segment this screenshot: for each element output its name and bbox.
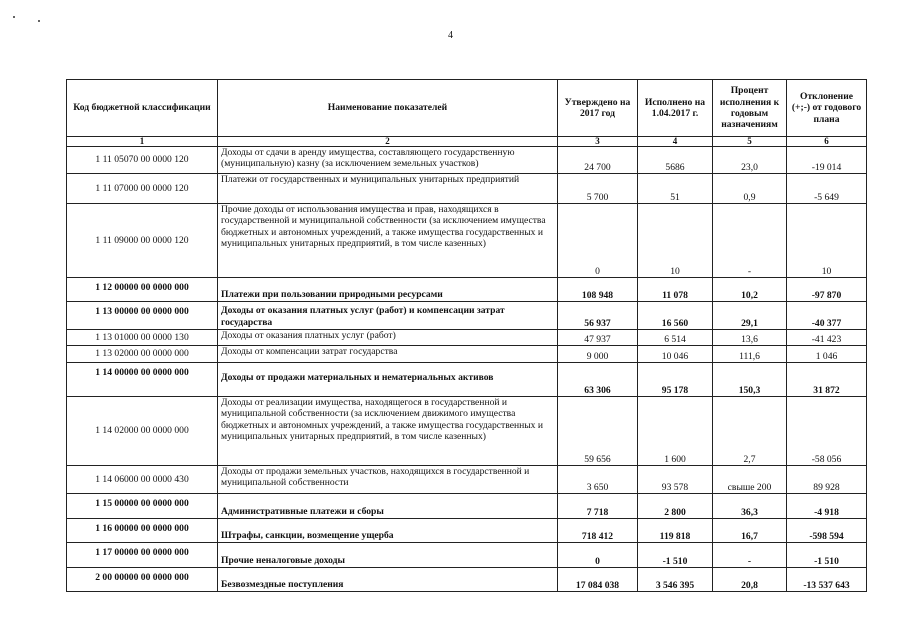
header-row (67, 80, 867, 137)
approved-value: 3 650 (558, 466, 638, 494)
table-row (67, 543, 867, 568)
percent-value: 150,3 (713, 363, 787, 397)
approved-value: 108 948 (558, 278, 638, 302)
table-row (67, 302, 867, 330)
deviation-value: -5 649 (787, 174, 867, 204)
table-row (67, 363, 867, 397)
executed-value: 2 800 (638, 494, 713, 519)
header-code: Код бюджетной классификации (67, 80, 218, 137)
approved-value: 59 656 (558, 397, 638, 466)
table-row (67, 494, 867, 519)
indicator-name: Доходы от оказания платных услуг (работ) (218, 330, 558, 346)
table-row (67, 330, 867, 346)
budget-code: 1 14 06000 00 0000 430 (67, 466, 218, 494)
budget-code: 2 00 00000 00 0000 000 (67, 568, 218, 592)
indicator-name: Безвозмездные поступления (218, 568, 558, 592)
deviation-value: -41 423 (787, 330, 867, 346)
deviation-value: -598 594 (787, 519, 867, 543)
budget-code: 1 14 00000 00 0000 000 (67, 363, 218, 397)
percent-value: 2,7 (713, 397, 787, 466)
percent-value: - (713, 204, 787, 278)
column-number: 1 (67, 137, 218, 147)
indicator-name: Доходы от продажи земельных участков, находящихся в государственной и муниципальной собственности (218, 466, 558, 494)
percent-value: 13,6 (713, 330, 787, 346)
deviation-value: -40 377 (787, 302, 867, 330)
header-percent: Процент исполнения к годовым назначениям (713, 80, 787, 137)
budget-code: 1 14 02000 00 0000 000 (67, 397, 218, 466)
indicator-name: Доходы от сдачи в аренду имущества, составляющего государственную (муниципальную) казну (за исключением земельных участков) (218, 147, 558, 174)
budget-code: 1 12 00000 00 0000 000 (67, 278, 218, 302)
column-number: 6 (787, 137, 867, 147)
approved-value: 56 937 (558, 302, 638, 330)
approved-value: 17 084 038 (558, 568, 638, 592)
budget-code: 1 17 00000 00 0000 000 (67, 543, 218, 568)
executed-value: 5686 (638, 147, 713, 174)
budget-code: 1 11 07000 00 0000 120 (67, 174, 218, 204)
table-row (67, 397, 867, 466)
deviation-value: -97 870 (787, 278, 867, 302)
indicator-name: Прочие доходы от использования имущества и прав, находящихся в государственной и муниципальной собственности (за исключением имущества бюджетных и автономных учреждений, а также имущества государственных и муниципальных унитарных предприятий, в том числе казенных) (218, 204, 558, 278)
percent-value: 10,2 (713, 278, 787, 302)
approved-value: 0 (558, 204, 638, 278)
indicator-name: Штрафы, санкции, возмещение ущерба (218, 519, 558, 543)
executed-value: 10 (638, 204, 713, 278)
percent-value: 0,9 (713, 174, 787, 204)
approved-value: 24 700 (558, 147, 638, 174)
executed-value: 51 (638, 174, 713, 204)
table-row (67, 147, 867, 174)
indicator-name: Доходы от компенсации затрат государства (218, 346, 558, 363)
indicator-name: Доходы от продажи материальных и нематериальных активов (218, 363, 558, 397)
deviation-value: 31 872 (787, 363, 867, 397)
approved-value: 9 000 (558, 346, 638, 363)
executed-value: 1 600 (638, 397, 713, 466)
percent-value: - (713, 543, 787, 568)
percent-value: 111,6 (713, 346, 787, 363)
approved-value: 63 306 (558, 363, 638, 397)
scan-speck (38, 20, 40, 22)
percent-value: 36,3 (713, 494, 787, 519)
approved-value: 7 718 (558, 494, 638, 519)
table-row (67, 278, 867, 302)
column-number: 2 (218, 137, 558, 147)
percent-value: 23,0 (713, 147, 787, 174)
header-name: Наименование показателей (218, 80, 558, 137)
deviation-value: -19 014 (787, 147, 867, 174)
budget-code: 1 13 01000 00 0000 130 (67, 330, 218, 346)
budget-code: 1 13 00000 00 0000 000 (67, 302, 218, 330)
approved-value: 47 937 (558, 330, 638, 346)
header-deviation: Отклонение (+;-) от годового плана (787, 80, 867, 137)
table-row (67, 466, 867, 494)
column-number: 3 (558, 137, 638, 147)
indicator-name: Доходы от оказания платных услуг (работ) и компенсации затрат государства (218, 302, 558, 330)
deviation-value: -4 918 (787, 494, 867, 519)
budget-code: 1 11 05070 00 0000 120 (67, 147, 218, 174)
executed-value: 10 046 (638, 346, 713, 363)
table-row (67, 568, 867, 592)
executed-value: 6 514 (638, 330, 713, 346)
table-row (67, 174, 867, 204)
column-number: 4 (638, 137, 713, 147)
header-executed: Исполнено на 1.04.2017 г. (638, 80, 713, 137)
budget-code: 1 15 00000 00 0000 000 (67, 494, 218, 519)
table-row (67, 519, 867, 543)
column-number-row (67, 137, 867, 147)
budget-code: 1 16 00000 00 0000 000 (67, 519, 218, 543)
executed-value: 16 560 (638, 302, 713, 330)
percent-value: свыше 200 (713, 466, 787, 494)
approved-value: 5 700 (558, 174, 638, 204)
deviation-value: -58 056 (787, 397, 867, 466)
percent-value: 20,8 (713, 568, 787, 592)
page-number: 4 (448, 30, 453, 41)
executed-value: 119 818 (638, 519, 713, 543)
indicator-name: Административные платежи и сборы (218, 494, 558, 519)
approved-value: 0 (558, 543, 638, 568)
indicator-name: Доходы от реализации имущества, находящегося в государственной и муниципальной собственности (за исключением движимого имущества бюджетных и автономных учреждений, а также имущества государственных и муниципальных унитарных предприятий, в том числе казенных) (218, 397, 558, 466)
percent-value: 16,7 (713, 519, 787, 543)
executed-value: 95 178 (638, 363, 713, 397)
executed-value: 93 578 (638, 466, 713, 494)
executed-value: 11 078 (638, 278, 713, 302)
executed-value: -1 510 (638, 543, 713, 568)
budget-code: 1 13 02000 00 0000 000 (67, 346, 218, 363)
indicator-name: Платежи от государственных и муниципальных унитарных предприятий (218, 174, 558, 204)
indicator-name: Платежи при пользовании природными ресурсами (218, 278, 558, 302)
header-approved: Утверждено на 2017 год (558, 80, 638, 137)
deviation-value: 10 (787, 204, 867, 278)
budget-execution-table (66, 79, 867, 592)
budget-code: 1 11 09000 00 0000 120 (67, 204, 218, 278)
approved-value: 718 412 (558, 519, 638, 543)
deviation-value: -13 537 643 (787, 568, 867, 592)
executed-value: 3 546 395 (638, 568, 713, 592)
percent-value: 29,1 (713, 302, 787, 330)
indicator-name: Прочие неналоговые доходы (218, 543, 558, 568)
deviation-value: 89 928 (787, 466, 867, 494)
column-number: 5 (713, 137, 787, 147)
deviation-value: 1 046 (787, 346, 867, 363)
scan-speck (13, 16, 15, 18)
deviation-value: -1 510 (787, 543, 867, 568)
table-row (67, 346, 867, 363)
table-row (67, 204, 867, 278)
